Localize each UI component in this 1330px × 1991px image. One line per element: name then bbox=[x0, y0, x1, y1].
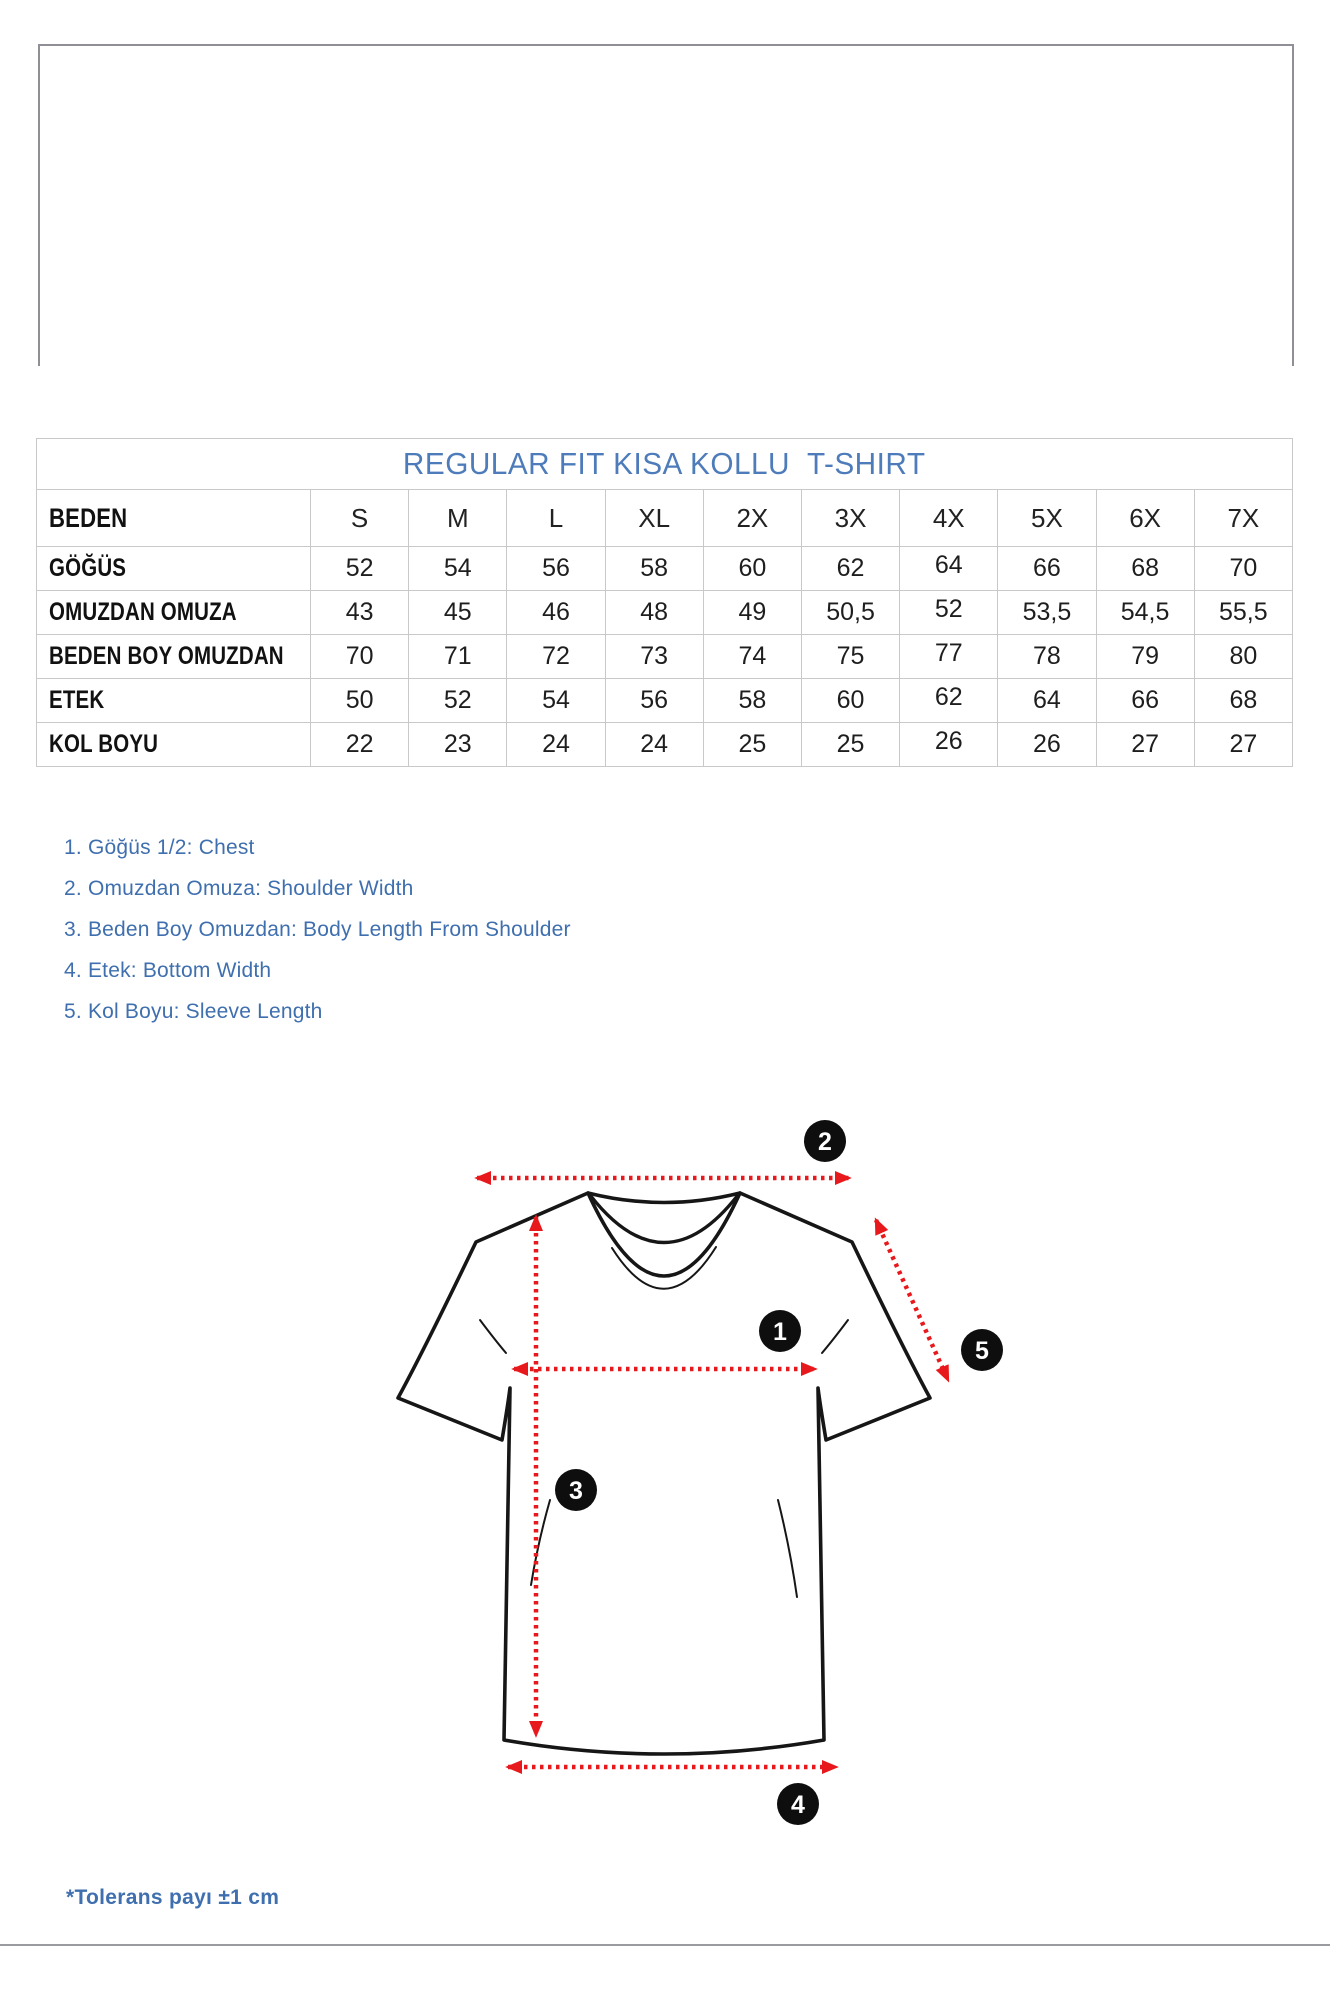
size-header-cell: M bbox=[409, 490, 507, 547]
size-value-cell: 43 bbox=[311, 591, 409, 635]
row-label: ETEK bbox=[49, 686, 105, 714]
size-value-cell: 56 bbox=[605, 679, 703, 723]
marker-3-label: 3 bbox=[569, 1477, 583, 1505]
size-header-cell: 4X bbox=[900, 490, 998, 547]
marker-2-label: 2 bbox=[818, 1128, 832, 1156]
size-value-cell: 50,5 bbox=[801, 591, 899, 635]
size-value-cell: 62 bbox=[900, 679, 998, 723]
size-header-cell: 3X bbox=[801, 490, 899, 547]
size-value-cell: 52 bbox=[409, 679, 507, 723]
legend-item: 2. Omuzdan Omuza: Shoulder Width bbox=[64, 877, 414, 900]
marker-1-label: 1 bbox=[773, 1318, 787, 1346]
size-value-cell: 75 bbox=[801, 635, 899, 679]
size-value-cell: 54 bbox=[409, 547, 507, 591]
tolerance-note: *Tolerans payı ±1 cm bbox=[66, 1886, 280, 1909]
size-value-cell: 53,5 bbox=[998, 591, 1096, 635]
size-value-cell: 72 bbox=[507, 635, 605, 679]
size-value-cell: 46 bbox=[507, 591, 605, 635]
row-label: BEDEN BOY OMUZDAN bbox=[49, 642, 284, 670]
size-header-cell: 7X bbox=[1194, 490, 1292, 547]
size-value-cell: 48 bbox=[605, 591, 703, 635]
size-value-cell: 25 bbox=[801, 723, 899, 767]
size-header-cell: 6X bbox=[1096, 490, 1194, 547]
size-value-cell: 45 bbox=[409, 591, 507, 635]
size-value-cell: 60 bbox=[703, 547, 801, 591]
size-value-cell: 58 bbox=[703, 679, 801, 723]
size-value-cell: 58 bbox=[605, 547, 703, 591]
size-value-cell: 62 bbox=[801, 547, 899, 591]
legend-item: 5. Kol Boyu: Sleeve Length bbox=[64, 1000, 323, 1023]
marker-4-label: 4 bbox=[791, 1791, 805, 1819]
size-value-cell: 26 bbox=[998, 723, 1096, 767]
row-label: GÖĞÜS bbox=[49, 554, 127, 582]
size-value-cell: 23 bbox=[409, 723, 507, 767]
size-value-cell: 25 bbox=[703, 723, 801, 767]
size-value-cell: 66 bbox=[1096, 679, 1194, 723]
size-value-cell: 24 bbox=[507, 723, 605, 767]
size-value-cell: 64 bbox=[900, 547, 998, 591]
size-value-cell: 24 bbox=[605, 723, 703, 767]
size-value-cell: 50 bbox=[311, 679, 409, 723]
row-label: OMUZDAN OMUZA bbox=[49, 598, 237, 626]
size-value-cell: 49 bbox=[703, 591, 801, 635]
size-value-cell: 73 bbox=[605, 635, 703, 679]
size-value-cell: 52 bbox=[900, 591, 998, 635]
size-value-cell: 27 bbox=[1096, 723, 1194, 767]
size-value-cell: 55,5 bbox=[1194, 591, 1292, 635]
bottom-divider bbox=[0, 1944, 1330, 1946]
table-title: REGULAR FIT KISA KOLLU T-SHIRT bbox=[403, 446, 926, 481]
size-header-cell: S bbox=[311, 490, 409, 547]
legend-item: 4. Etek: Bottom Width bbox=[64, 959, 272, 982]
size-value-cell: 26 bbox=[900, 723, 998, 767]
header-label: BEDEN bbox=[49, 502, 128, 533]
legend-item: 1. Göğüs 1/2: Chest bbox=[64, 836, 255, 859]
size-header-cell: 2X bbox=[703, 490, 801, 547]
size-value-cell: 74 bbox=[703, 635, 801, 679]
size-value-cell: 66 bbox=[998, 547, 1096, 591]
size-value-cell: 68 bbox=[1096, 547, 1194, 591]
size-value-cell: 54 bbox=[507, 679, 605, 723]
size-value-cell: 60 bbox=[801, 679, 899, 723]
size-value-cell: 71 bbox=[409, 635, 507, 679]
size-value-cell: 27 bbox=[1194, 723, 1292, 767]
size-value-cell: 78 bbox=[998, 635, 1096, 679]
size-value-cell: 79 bbox=[1096, 635, 1194, 679]
legend-item: 3. Beden Boy Omuzdan: Body Length From Shoulder bbox=[64, 918, 571, 941]
size-value-cell: 70 bbox=[311, 635, 409, 679]
size-header-cell: 5X bbox=[998, 490, 1096, 547]
size-value-cell: 68 bbox=[1194, 679, 1292, 723]
marker-5-label: 5 bbox=[975, 1337, 989, 1365]
size-value-cell: 56 bbox=[507, 547, 605, 591]
row-label: KOL BOYU bbox=[49, 730, 159, 758]
size-value-cell: 22 bbox=[311, 723, 409, 767]
size-value-cell: 52 bbox=[311, 547, 409, 591]
size-value-cell: 64 bbox=[998, 679, 1096, 723]
size-value-cell: 54,5 bbox=[1096, 591, 1194, 635]
size-header-cell: XL bbox=[605, 490, 703, 547]
size-value-cell: 77 bbox=[900, 635, 998, 679]
size-header-cell: L bbox=[507, 490, 605, 547]
size-value-cell: 80 bbox=[1194, 635, 1292, 679]
size-value-cell: 70 bbox=[1194, 547, 1292, 591]
